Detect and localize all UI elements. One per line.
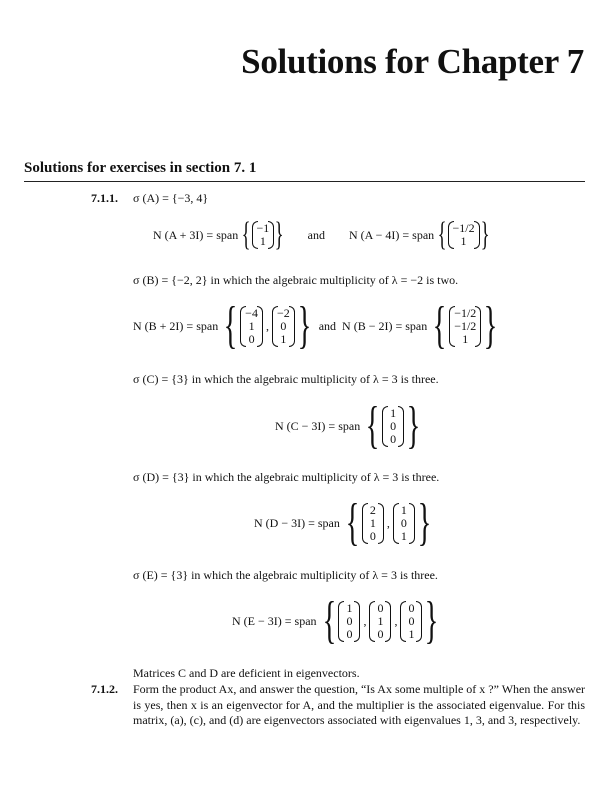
conclusion-text: Matrices C and D are deficient in eigenvectors.	[133, 666, 360, 680]
brace-close: }	[406, 397, 421, 454]
exercise-7-1-2-text: Form the product Ax, and answer the question, “Is Ax some multiple of x ?” When the answer is yes, then x is an eigenvector for A, and the multiplier is the associated eigenvalue. For this matrix, (a), (c), and (d) are eigenvectors associated with eigenvalues 1, 3, and 3, respectively.	[133, 682, 586, 727]
vector: 0 1 0	[369, 601, 391, 642]
brace-close: }	[425, 592, 439, 649]
vector: 1 0 0	[382, 406, 404, 447]
brace-close: }	[297, 297, 312, 354]
vector: 1 0 1	[393, 503, 415, 544]
vector: −4 1 0	[240, 306, 263, 347]
vector: −1/2 1	[448, 221, 480, 249]
spectrum-d: σ (D) = {3} in which the algebraic multiplicity of λ = 3 is three.	[133, 470, 440, 484]
equation-nullspace-e: N (E − 3I) = span { 1 0 0 , 0 1 0 , 0 0 1 }	[232, 592, 439, 649]
and-word: and	[307, 227, 325, 242]
vector: 2 1 0	[362, 503, 384, 544]
chapter-title: Solutions for Chapter 7	[241, 42, 584, 81]
spectrum-a: σ (A) = {−3, 4}	[133, 191, 209, 205]
exercise-label-7-1-1: 7.1.1.	[91, 191, 118, 205]
brace-open: {	[432, 297, 447, 354]
vector: −2 0 1	[272, 306, 295, 347]
brace-close: }	[480, 216, 490, 253]
brace-open: {	[437, 216, 447, 253]
brace-open: {	[223, 297, 238, 354]
spectrum-c: σ (C) = {3} in which the algebraic multiplicity of λ = 3 is three.	[133, 372, 439, 386]
brace-open: {	[241, 216, 251, 253]
eq-b-lhs-1: N (B + 2I) = span	[133, 318, 219, 333]
spectrum-b: σ (B) = {−2, 2} in which the algebraic multiplicity of λ = −2 is two.	[133, 273, 459, 287]
eq-d-lhs: N (D − 3I) = span	[254, 515, 340, 530]
brace-open: {	[322, 592, 336, 649]
vector: −1 1	[252, 221, 275, 249]
vector: −1/2 −1/2 1	[449, 306, 481, 347]
equation-nullspace-a	[153, 218, 489, 252]
brace-open: {	[345, 494, 360, 551]
equation-nullspace-c	[275, 397, 422, 454]
brace-close: }	[483, 297, 498, 354]
brace-close: }	[274, 216, 284, 253]
eq-b-lhs-2: N (B − 2I) = span	[342, 318, 428, 333]
eq-c-lhs: N (C − 3I) = span	[275, 418, 361, 433]
equation-nullspace-b: N (B + 2I) = span { −4 1 0 , −2 0 1 } and N (B − 2I) = span { −1/2 −1/2 1 }	[133, 297, 498, 354]
vector: 0 0 1	[400, 601, 422, 642]
brace-open: {	[365, 397, 380, 454]
eq-a-lhs-1: N (A + 3I) = span	[153, 227, 239, 242]
section-title: Solutions for exercises in section 7. 1	[24, 160, 257, 176]
exercise-label-7-1-2: 7.1.2.	[91, 682, 118, 696]
eq-e-lhs: N (E − 3I) = span	[232, 613, 317, 628]
spectrum-e: σ (E) = {3} in which the algebraic multiplicity of λ = 3 is three.	[133, 568, 438, 582]
eq-a-lhs-2: N (A − 4I) = span	[348, 227, 435, 242]
and-word: and	[318, 318, 337, 333]
brace-close: }	[417, 494, 432, 551]
section-divider	[24, 181, 585, 182]
equation-nullspace-d: N (D − 3I) = span { 2 1 0 , 1 0 1 }	[254, 494, 432, 551]
vector: 1 0 0	[338, 601, 360, 642]
